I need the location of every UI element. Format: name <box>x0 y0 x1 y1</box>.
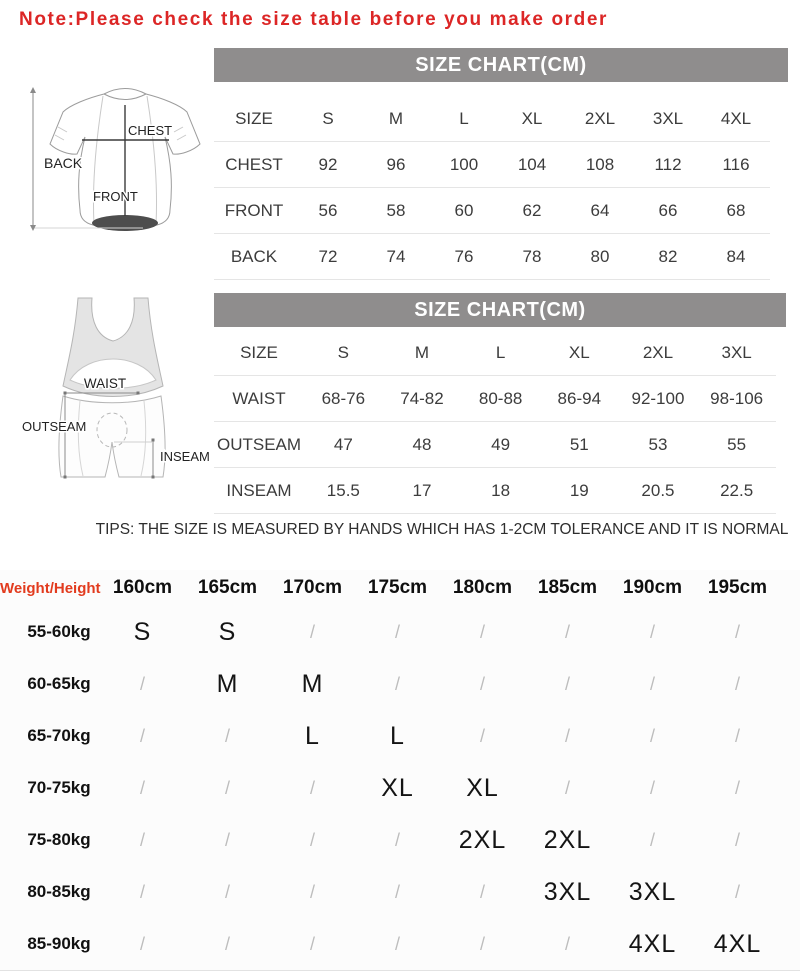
size-column-header: S <box>304 330 383 376</box>
measure-value: 62 <box>498 188 566 234</box>
shorts-chart-title: SIZE CHART(CM) <box>214 293 786 327</box>
measure-value: 51 <box>540 422 619 468</box>
measure-value: 68 <box>702 188 770 234</box>
size-cell-empty: / <box>309 777 315 798</box>
measure-value: 116 <box>702 142 770 188</box>
size-cell: M <box>216 669 239 698</box>
size-cell-empty: / <box>649 829 655 850</box>
weight-height-matrix <box>0 570 800 971</box>
size-column-header: 2XL <box>566 96 634 142</box>
height-column-header: 170cm <box>282 577 343 598</box>
jersey-hem-ellipse <box>92 215 158 231</box>
size-cell-empty: / <box>309 621 315 642</box>
measure-label: OUTSEAM <box>214 422 304 468</box>
size-column-header: XL <box>540 330 619 376</box>
jersey-seam-right <box>147 96 157 224</box>
front-label: FRONT <box>93 189 138 204</box>
size-cell-empty: / <box>224 725 230 746</box>
measure-value: 68-76 <box>304 376 383 422</box>
size-cell-empty: / <box>224 777 230 798</box>
matrix-row <box>0 762 800 814</box>
matrix-row <box>0 918 800 970</box>
size-cell-empty: / <box>564 933 570 954</box>
height-column-header: 180cm <box>452 577 513 598</box>
size-cell-empty: / <box>649 673 655 694</box>
size-cell: M <box>301 669 324 698</box>
size-cell-empty: / <box>394 673 400 694</box>
jersey-seam-left <box>93 96 103 224</box>
size-corner-header: SIZE <box>214 96 294 142</box>
measure-value: 47 <box>304 422 383 468</box>
jersey-chart-title: SIZE CHART(CM) <box>214 48 788 82</box>
tolerance-tips: TIPS: THE SIZE IS MEASURED BY HANDS WHICH HAS 1-2CM TOLERANCE AND IT IS NORMAL <box>95 521 789 538</box>
measure-label: FRONT <box>214 188 294 234</box>
size-cell-empty: / <box>564 673 570 694</box>
size-column-header: 4XL <box>702 96 770 142</box>
size-cell: S <box>133 617 152 646</box>
size-cell-empty: / <box>479 881 485 902</box>
weight-row-label: 75-80kg <box>27 830 91 849</box>
measure-value: 108 <box>566 142 634 188</box>
size-cell: 3XL <box>543 877 592 906</box>
weight-row-label: 70-75kg <box>27 778 91 797</box>
bib-shorts-diagram <box>8 290 218 502</box>
matrix-header-row <box>0 570 800 606</box>
size-cell: 3XL <box>628 877 677 906</box>
chest-label: CHEST <box>128 123 173 138</box>
order-note: Note:Please check the size table before you make order <box>19 9 609 30</box>
measure-value: 20.5 <box>619 468 698 514</box>
size-cell-empty: / <box>564 725 570 746</box>
measure-value: 74 <box>362 234 430 280</box>
matrix-row <box>0 658 800 710</box>
matrix-row <box>0 606 800 658</box>
jersey-collar <box>104 89 146 100</box>
size-cell: 2XL <box>458 825 507 854</box>
weight-row-label: 65-70kg <box>27 726 91 745</box>
size-column-header: XL <box>498 96 566 142</box>
size-column-header: L <box>461 330 540 376</box>
size-cell-empty: / <box>309 829 315 850</box>
size-cell: L <box>305 721 320 750</box>
size-cell-empty: / <box>394 933 400 954</box>
size-cell-empty: / <box>649 621 655 642</box>
shorts-outline <box>59 396 165 477</box>
height-column-header: 195cm <box>707 577 768 598</box>
measure-value: 100 <box>430 142 498 188</box>
measure-value: 78 <box>498 234 566 280</box>
measure-value: 15.5 <box>304 468 383 514</box>
measure-value: 22.5 <box>697 468 776 514</box>
height-column-header: 175cm <box>367 577 428 598</box>
measure-value: 74-82 <box>383 376 462 422</box>
inseam-label: INSEAM <box>160 449 210 464</box>
measure-label: BACK <box>214 234 294 280</box>
shorts-size-table <box>214 330 776 514</box>
size-cell-empty: / <box>479 621 485 642</box>
size-table-header-row <box>214 96 770 142</box>
size-column-header: 3XL <box>697 330 776 376</box>
sleeve-hatch-right <box>174 127 186 140</box>
weight-row-label: 80-85kg <box>27 882 91 901</box>
size-column-header: M <box>383 330 462 376</box>
size-column-header: 3XL <box>634 96 702 142</box>
size-cell-empty: / <box>394 829 400 850</box>
size-cell-empty: / <box>649 725 655 746</box>
measure-value: 17 <box>383 468 462 514</box>
measure-value: 80-88 <box>461 376 540 422</box>
measure-value: 76 <box>430 234 498 280</box>
size-cell-empty: / <box>649 777 655 798</box>
size-cell-empty: / <box>734 621 740 642</box>
size-table-row <box>214 188 770 234</box>
measure-value: 53 <box>619 422 698 468</box>
size-cell: XL <box>466 773 499 802</box>
size-cell-empty: / <box>734 881 740 902</box>
measure-value: 58 <box>362 188 430 234</box>
size-cell: XL <box>381 773 414 802</box>
measure-value: 80 <box>566 234 634 280</box>
measure-value: 72 <box>294 234 362 280</box>
size-cell-empty: / <box>394 621 400 642</box>
size-cell-empty: / <box>139 777 145 798</box>
weight-row-label: 55-60kg <box>27 622 91 641</box>
size-cell-empty: / <box>224 933 230 954</box>
measure-value: 82 <box>634 234 702 280</box>
height-column-header: 160cm <box>112 577 173 598</box>
size-table-row <box>214 422 776 468</box>
measure-value: 98-106 <box>697 376 776 422</box>
size-cell-empty: / <box>564 621 570 642</box>
size-cell-empty: / <box>564 777 570 798</box>
size-cell-empty: / <box>309 881 315 902</box>
measure-value: 92-100 <box>619 376 698 422</box>
size-table-row <box>214 142 770 188</box>
size-cell-empty: / <box>394 881 400 902</box>
size-cell-empty: / <box>139 673 145 694</box>
measure-value: 55 <box>697 422 776 468</box>
size-table-row <box>214 376 776 422</box>
size-cell: 2XL <box>543 825 592 854</box>
size-table-row <box>214 468 776 514</box>
weight-row-label: 85-90kg <box>27 934 91 953</box>
size-cell: L <box>390 721 405 750</box>
size-cell-empty: / <box>734 829 740 850</box>
measure-value: 86-94 <box>540 376 619 422</box>
waist-label: WAIST <box>83 376 127 391</box>
size-cell-empty: / <box>479 725 485 746</box>
size-table-row <box>214 234 770 280</box>
size-cell: S <box>218 617 237 646</box>
size-cell-empty: / <box>734 725 740 746</box>
measure-value: 64 <box>566 188 634 234</box>
matrix-row <box>0 866 800 918</box>
size-cell-empty: / <box>139 829 145 850</box>
size-table-header-row <box>214 330 776 376</box>
size-cell-empty: / <box>734 777 740 798</box>
size-column-header: L <box>430 96 498 142</box>
size-cell-empty: / <box>139 725 145 746</box>
size-cell-empty: / <box>224 881 230 902</box>
sleeve-hatch-left <box>55 127 67 140</box>
measure-label: CHEST <box>214 142 294 188</box>
size-cell: 4XL <box>628 929 677 958</box>
measure-value: 112 <box>634 142 702 188</box>
size-column-header: M <box>362 96 430 142</box>
measure-value: 66 <box>634 188 702 234</box>
size-cell-empty: / <box>224 829 230 850</box>
jersey-diagram <box>8 80 218 250</box>
height-column-header: 185cm <box>537 577 598 598</box>
measure-value: 92 <box>294 142 362 188</box>
measure-label: WAIST <box>214 376 304 422</box>
measure-value: 60 <box>430 188 498 234</box>
height-column-header: 190cm <box>622 577 683 598</box>
measure-value: 18 <box>461 468 540 514</box>
measure-value: 104 <box>498 142 566 188</box>
back-label: BACK <box>44 155 83 171</box>
size-column-header: 2XL <box>619 330 698 376</box>
measure-value: 56 <box>294 188 362 234</box>
matrix-row <box>0 710 800 762</box>
height-column-header: 165cm <box>197 577 258 598</box>
size-column-header: S <box>294 96 362 142</box>
size-cell-empty: / <box>479 673 485 694</box>
measure-value: 48 <box>383 422 462 468</box>
jersey-size-table <box>214 96 770 280</box>
size-cell-empty: / <box>309 933 315 954</box>
size-corner-header: SIZE <box>214 330 304 376</box>
size-cell-empty: / <box>734 673 740 694</box>
measure-label: INSEAM <box>214 468 304 514</box>
measure-value: 49 <box>461 422 540 468</box>
size-cell: 4XL <box>713 929 762 958</box>
weight-height-corner-label: Weight/Height <box>0 579 101 597</box>
size-cell-empty: / <box>139 881 145 902</box>
measure-value: 84 <box>702 234 770 280</box>
size-cell-empty: / <box>139 933 145 954</box>
matrix-row <box>0 814 800 866</box>
weight-row-label: 60-65kg <box>27 674 91 693</box>
measure-value: 96 <box>362 142 430 188</box>
measure-value: 19 <box>540 468 619 514</box>
size-cell-empty: / <box>479 933 485 954</box>
outseam-label: OUTSEAM <box>22 419 87 434</box>
